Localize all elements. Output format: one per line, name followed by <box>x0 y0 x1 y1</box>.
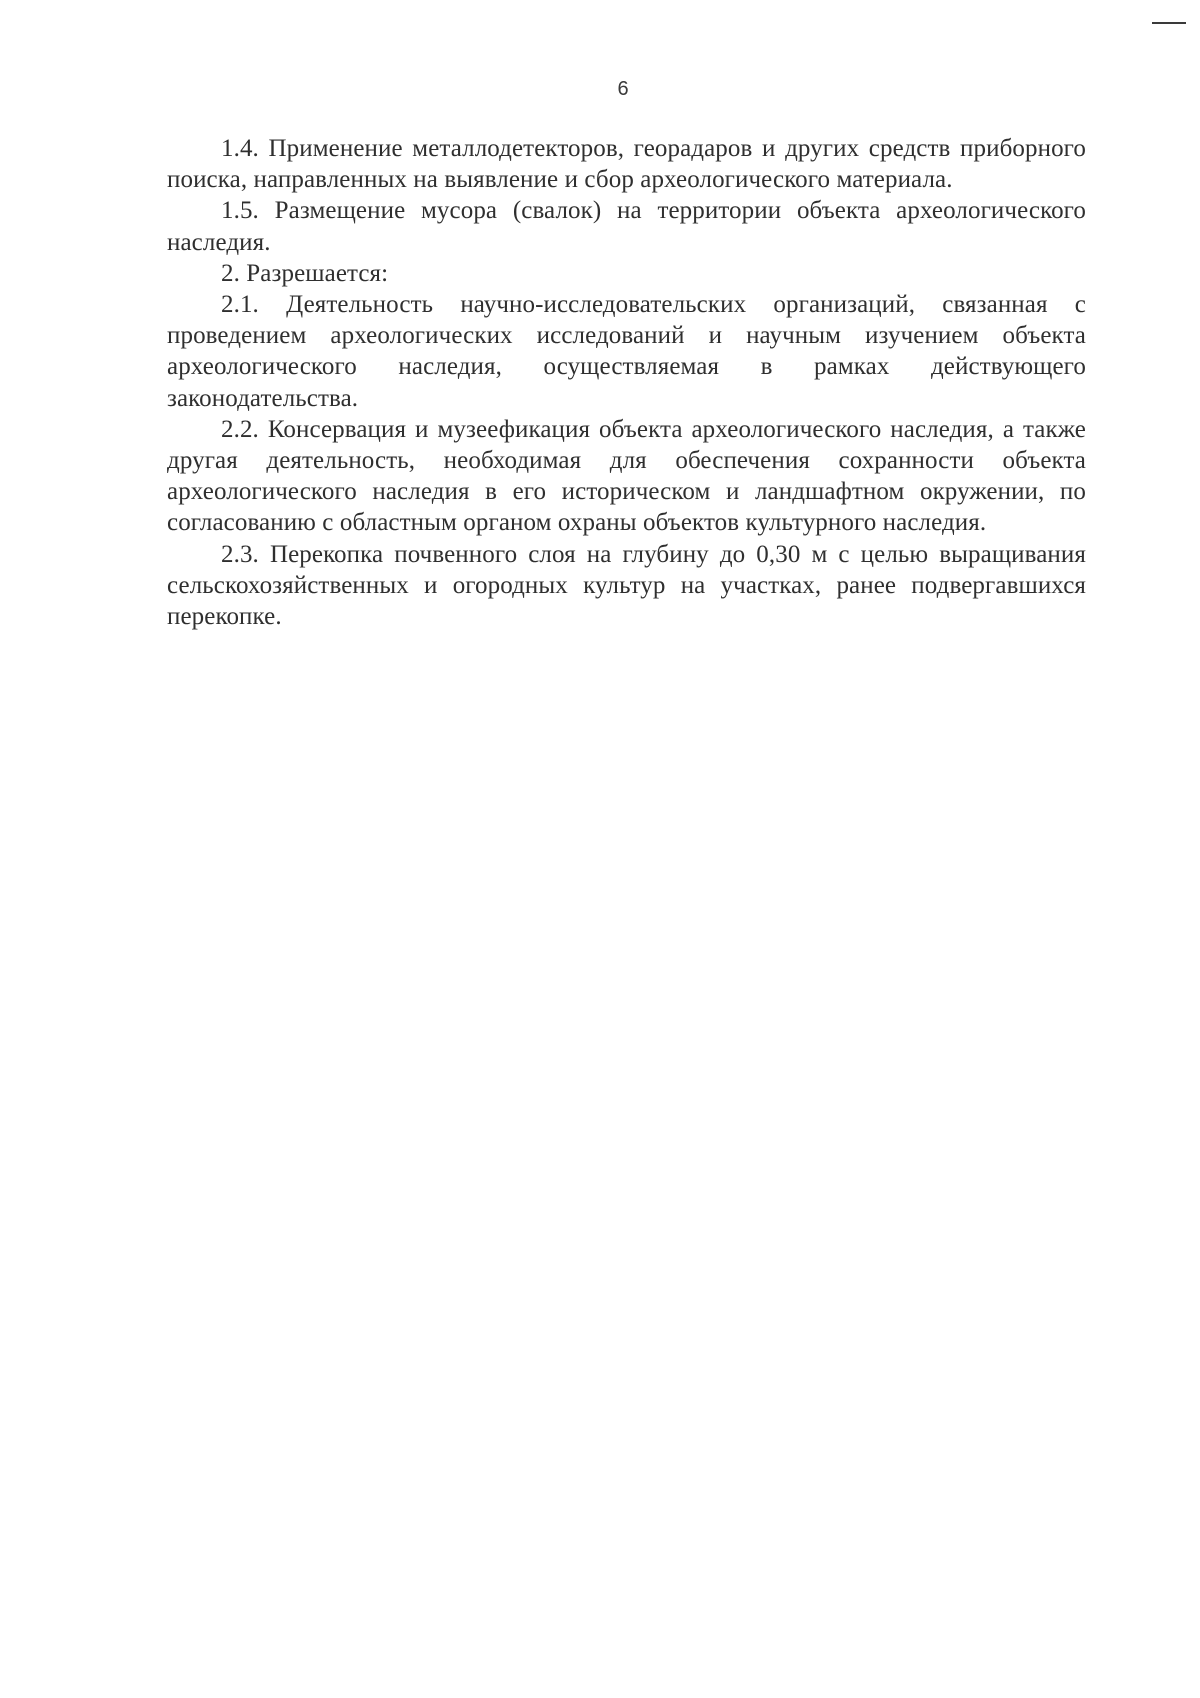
page-number: 6 <box>617 78 629 100</box>
paragraph-1-5: 1.5. Размещение мусора (свалок) на территории объекта археологического наследия. <box>167 197 1086 256</box>
paragraph-2-3: 2.3. Перекопка почвенного слоя на глубину до 0,30 м с целью выращивания сельскохозяйственных и огородных культур на участках, ранее подвергавшихся перекопке. <box>167 540 1086 631</box>
document-body <box>167 133 1086 632</box>
paragraph-2-2: 2.2. Консервация и музеефикация объекта археологического наследия, а также другая деятельность, необходимая для обеспечения сохранности объекта археологического наследия в его историческом и ландшафтном окружении, по согласованию с областным органом охраны объектов культурного наследия. <box>167 415 1086 537</box>
paragraph-2-1: 2.1. Деятельность научно-исследовательских организаций, связанная с проведением археологических исследований и научным изучением объекта археологического наследия, осуществляемая в рамках действующего законодательства. <box>167 291 1086 412</box>
paragraph-1-4: 1.4. Применение металлодетекторов, георадаров и других средств приборного поиска, направленных на выявление и сбор археологического материала. <box>167 135 1086 194</box>
paragraph-2-heading: 2. Разрешается: <box>221 259 389 287</box>
scan-corner-mark <box>1152 22 1186 24</box>
